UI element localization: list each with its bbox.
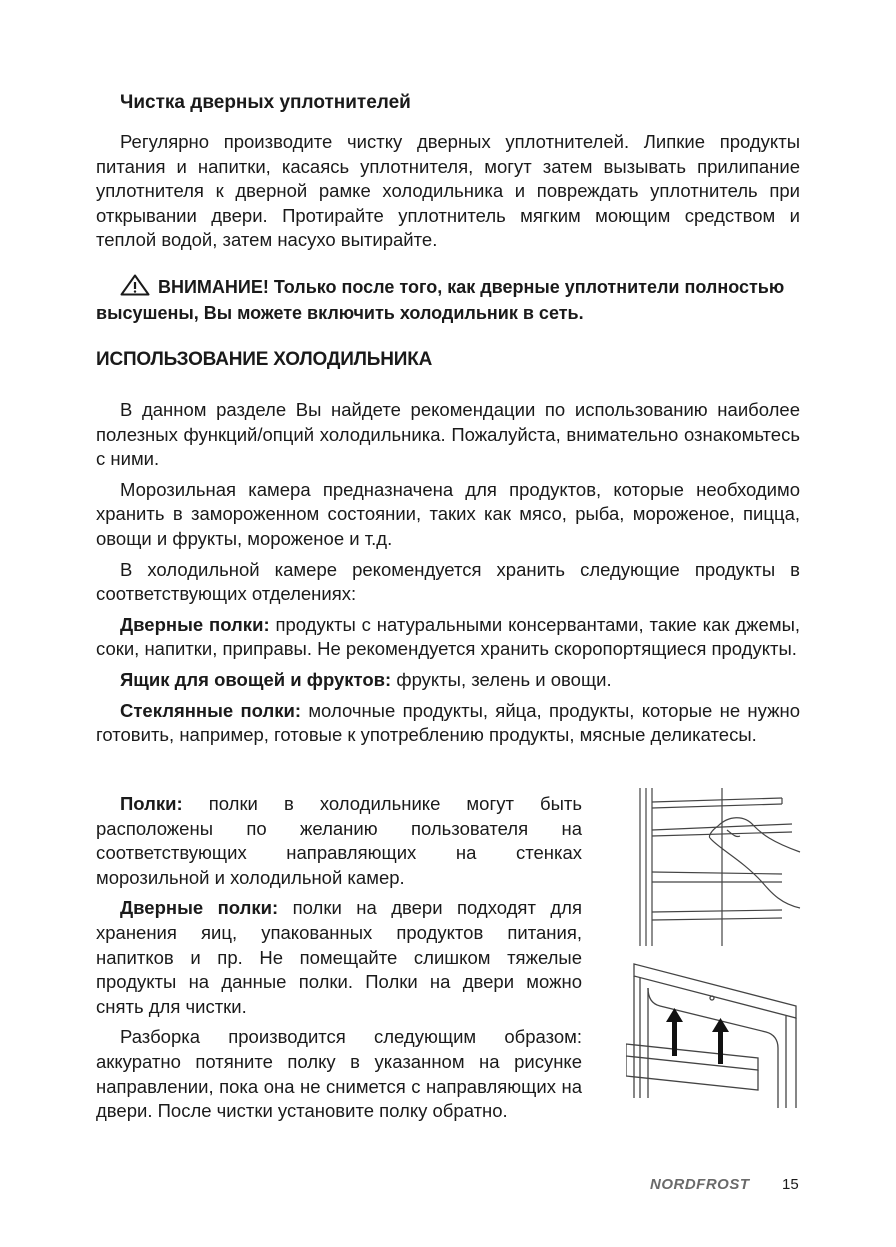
glass-shelves-label: Стеклянные полки: <box>120 699 302 721</box>
door-shelves2-text: полки на двери подходят для хранения яиц, упакованных продуктов питания, напитков и пр. Не помещайте слишком тяжелые продукты на данные полки. Полки на двери можно снять для чистки. <box>96 897 582 1017</box>
door-shelf-removal-illustration <box>626 958 802 1110</box>
door-shelves-label: Дверные полки: <box>120 613 270 635</box>
chapter-title-usage: ИСПОЛЬЗОВАНИЕ ХОЛОДИЛЬНИКА <box>96 349 433 370</box>
usage-paragraph-fridge: В холодильной камере рекомендуется хранить следующие продукты в соответствующих отделениях: <box>96 558 800 605</box>
page-number: 15 <box>782 1176 799 1193</box>
glass-shelves-paragraph <box>96 699 800 748</box>
crisper-label: Ящик для овощей и фруктов: <box>120 668 392 690</box>
cleaning-paragraph-block <box>96 130 800 253</box>
usage-block <box>96 398 800 748</box>
crisper-text: фрукты, зелень и овощи. <box>391 668 612 690</box>
warning-triangle-icon <box>120 274 150 296</box>
shelves-label: Полки: <box>120 793 183 814</box>
brand-logo: NORDFROST <box>650 1176 750 1193</box>
section-title-cleaning: Чистка дверных уплотнителей <box>120 92 411 113</box>
door-shelves2-paragraph <box>96 896 582 1019</box>
usage-paragraph-freezer: Морозильная камера предназначена для продуктов, которые необходимо хранить в замороженном состоянии, таких как мясо, рыба, мороженое, пицца, овощи и фрукты, мороженое и т.д. <box>96 478 800 549</box>
usage-paragraph-intro: В данном разделе Вы найдете рекомендации по использованию наиболее полезных функций/опций холодильника. Пожалуйста, внимательно ознакомьтесь с ними. <box>96 399 800 470</box>
cleaning-paragraph: Регулярно производите чистку дверных уплотнителей. Липкие продукты питания и напитки, касаясь уплотнителя, могут затем вызывать прилипание уплотнителя к дверной рамке холодильника и повреждать уплотнитель при открывании двери. Протирайте уплотнитель мягким моющим средством и теплой водой, затем насухо вытирайте. <box>96 131 800 251</box>
door-shelves2-label: Дверные полки: <box>120 897 279 919</box>
door-shelves-paragraph <box>96 613 800 662</box>
door-shelves-text: продукты с натуральными консервантами, такие как джемы, соки, напитки, приправы. Не рекомендуется хранить скоропортящиеся продукты. <box>96 613 800 660</box>
warning-text: ВНИМАНИЕ! Только после того, как дверные уплотнители полностью высушены, Вы можете включить холодильник в сеть. <box>96 277 785 323</box>
crisper-paragraph <box>96 668 800 693</box>
glass-shelves-text: молочные продукты, яйца, продукты, которые не нужно готовить, например, готовые к употреблению продукты, мясные деликатесы. <box>96 699 800 746</box>
shelf-adjustment-illustration <box>632 786 802 948</box>
warning-block <box>96 274 800 326</box>
shelves-paragraph <box>96 792 582 890</box>
removal-paragraph: Разборка производится следующим образом: аккуратно потяните полку в указанном на рисунке направлении, пока она не снимется с направляющих на двери. После чистки установите полку обратно. <box>96 1026 582 1122</box>
shelves-text: полки в холодильнике могут быть расположены по желанию пользователя на соответствующих направляющих на стенках морозильной и холодильной камер. <box>96 793 582 888</box>
shelves-block <box>96 792 582 1124</box>
